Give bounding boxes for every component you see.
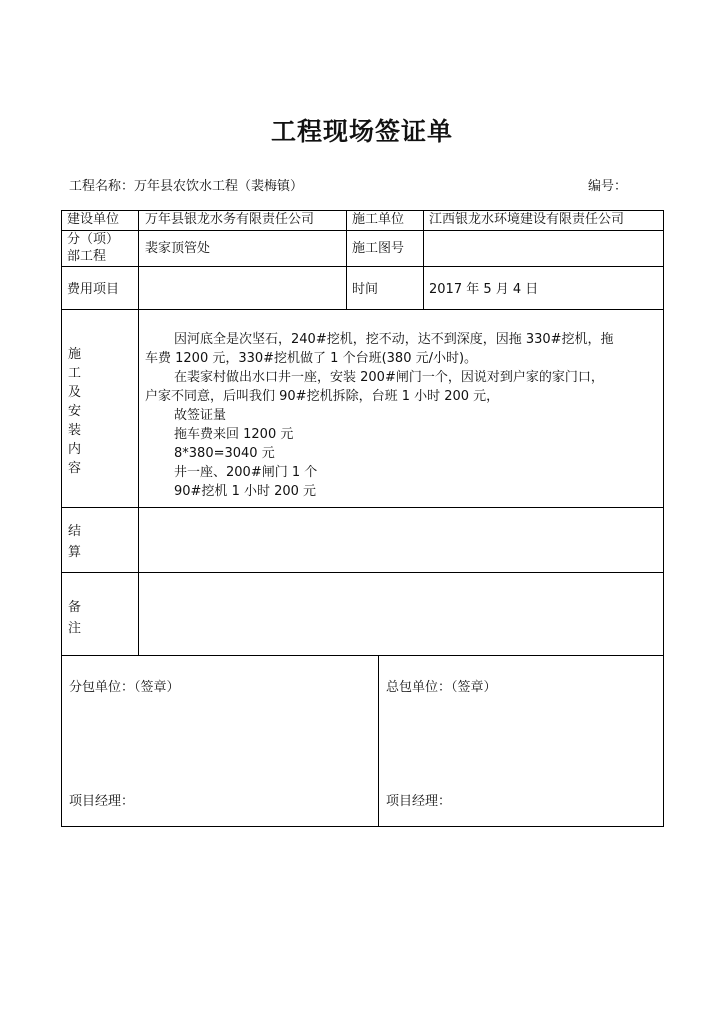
builder-value: 万年县银龙水务有限责任公司 <box>145 212 315 227</box>
project-name: 工程名称：万年县农饮水工程（裴梅镇） <box>69 179 304 194</box>
general-unit-label: 总包单位：（签章） <box>386 680 497 695</box>
rule <box>346 210 347 310</box>
content-line: 8*380=3040 元 <box>174 446 275 461</box>
install-label-char: 工 <box>68 366 82 381</box>
content-line: 户家不同意，后叫我们 90#挖机拆除，台班 1 小时 200 元， <box>145 389 500 404</box>
rule <box>61 507 664 508</box>
sub-manager-label: 项目经理： <box>69 794 135 809</box>
content-line: 故签证量 <box>174 408 227 423</box>
remarks-label <box>68 597 84 639</box>
sub-unit-label: 分包单位：（签章） <box>69 680 180 695</box>
content-line: 拖车费来回 1200 元 <box>174 427 294 442</box>
install-label-char: 安 <box>68 404 82 419</box>
content-line: 在裴家村做出水口井一座，安装 200#闸门一个，因说对到户家的家门口， <box>174 370 604 385</box>
content-line: 车费 1200 元，330#挖机做了 1 个台班(380 元/小时)。 <box>145 351 478 366</box>
contractor-label: 施工单位 <box>352 212 405 227</box>
remarks-label-char: 备 <box>68 600 82 615</box>
settlement-label-char: 结 <box>68 524 82 539</box>
page-title: 工程现场签证单 <box>270 117 453 146</box>
content-line: 井一座、200#闸门 1 个 <box>174 465 318 480</box>
install-content <box>145 330 660 501</box>
drawing-label: 施工图号 <box>352 241 405 256</box>
rule <box>61 210 62 827</box>
rule <box>378 655 379 827</box>
rule <box>61 826 664 827</box>
install-label-char: 装 <box>68 423 82 438</box>
subproject-value: 裴家顶管处 <box>145 241 211 256</box>
subproject-label-2: 部工程 <box>67 249 107 264</box>
rule <box>61 210 664 211</box>
time-value: 2017 年 5 月 4 日 <box>429 282 539 297</box>
install-label <box>68 345 84 478</box>
time-label: 时间 <box>352 282 379 297</box>
content-line: 因河底全是次坚石，240#挖机，挖不动，达不到深度，因拖 330#挖机，拖 <box>174 332 614 347</box>
install-label-char: 及 <box>68 385 82 400</box>
builder-label: 建设单位 <box>67 212 120 227</box>
subproject-label-1: 分（项） <box>67 232 120 247</box>
contractor-value: 江西银龙水环境建设有限责任公司 <box>429 212 625 227</box>
content-line: 90#挖机 1 小时 200 元 <box>174 484 317 499</box>
number-label: 编号： <box>588 179 628 194</box>
rule <box>61 309 664 310</box>
rule <box>61 572 664 573</box>
remarks-label-char: 注 <box>68 621 82 636</box>
install-label-char: 施 <box>68 347 82 362</box>
rule <box>663 210 664 827</box>
cost-label: 费用项目 <box>67 282 120 297</box>
rule <box>423 210 424 310</box>
rule <box>61 266 664 267</box>
rule <box>61 655 664 656</box>
install-label-char: 容 <box>68 461 82 476</box>
install-label-char: 内 <box>68 442 82 457</box>
settlement-label-char: 算 <box>68 545 82 560</box>
settlement-label <box>68 521 84 563</box>
rule <box>138 210 139 656</box>
general-manager-label: 项目经理： <box>386 794 452 809</box>
rule <box>61 230 664 231</box>
